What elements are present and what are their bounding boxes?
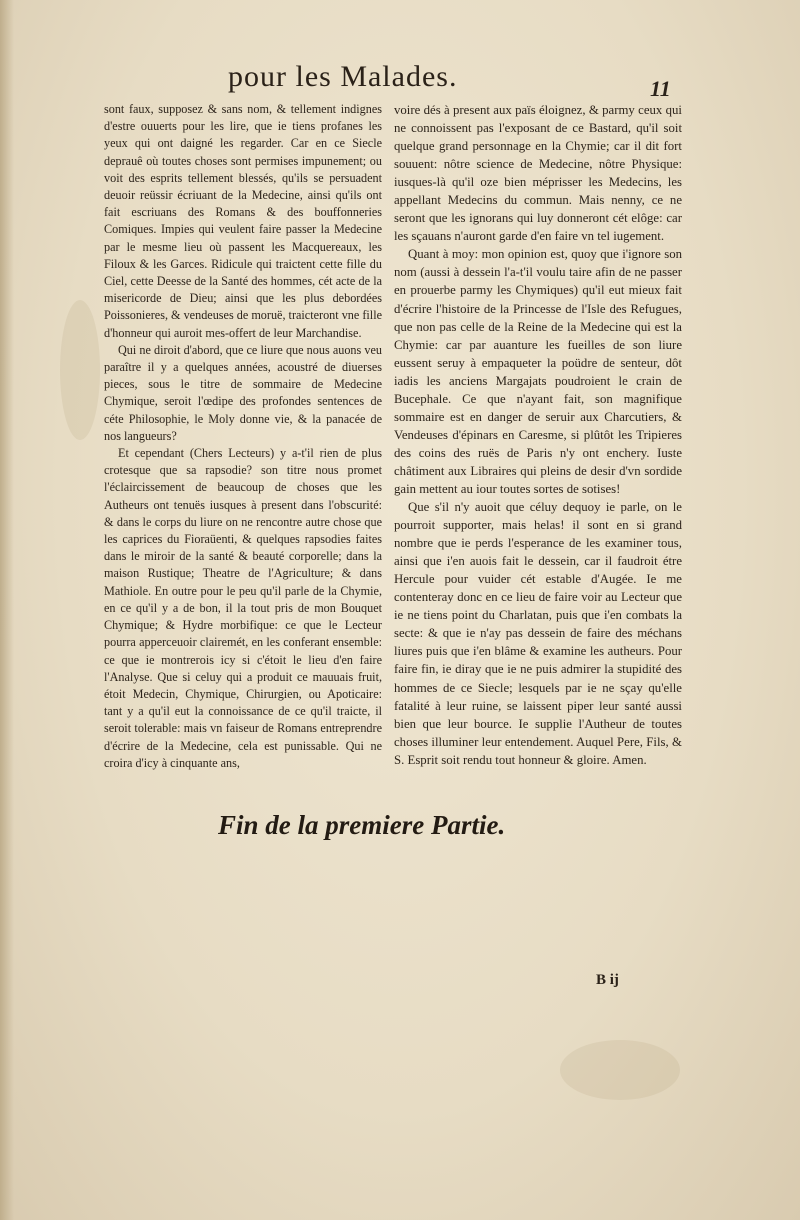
page-gutter-shadow — [0, 0, 14, 1220]
running-title: pour les Malades. — [228, 60, 458, 93]
text-column-left — [104, 101, 382, 791]
text-column-right — [394, 101, 682, 777]
paragraph: sont faux, supposez & sans nom, & tellement indignes d'estre ouuerts pour les lire, que ie tiens profanes les yeux qui ont daigné les regarder. Car en ce Siecle deprauê où toutes choses sont permises impunement; ou voit des esprits tellement blessés, qu'ils se persuadent deuoir reüssir écriuant de la Medecine, ainsi qu'ils ont fait escriuans des Romans & des bouffonneries Comiques. Impies qui veulent faire passer la Medecine par le mesme lieu où passent les Macquereaux, les Filoux & les Garces. Ridicule qui traictent cette fille du Ciel, cette Deesse de la Santé des hommes, cét acte de la misericorde de Dieu; ainsi que les plus debordées Poissonieres, & vendeuses de moruë, traicteront vne fille d'honneur qui auroit mes-offert de leur Marchandise. — [104, 102, 382, 340]
paragraph: voire dés à present aux païs éloignez, & parmy ceux qui ne connoissent pas l'exposant de ce Bastard, qu'il soit quelque grand personnage en la Chymie; car il dit fort souuent: nôtre science de Medecine, nôtre Physique: iusques-là qu'il oze bien méprisser les Medecins, les appellant Medecins du commun. Mais nenny, ce ne seront que les ignorans qui luy donneront cét elôge: car les sçauans n'auront garde d'en faire vn tel iugement. — [394, 103, 682, 244]
paragraph: Qui ne diroit d'abord, que ce liure que nous auons veu paraître il y a quelques années, acoustré de diuerses pieces, sous le titre de sommaire de Medecine Chymique, seroit l'œdipe des profondes sentences de céte Philosophie, le Moly donne vie, & la panacée de nos langueurs? — [104, 342, 382, 443]
paper-stain — [60, 300, 100, 440]
paragraph: Quant à moy: mon opinion est, quoy que i'ignore son nom (aussi à dessein l'a-t'il voulu taire afin de ne passer en prouerbe parmy les Chymiques) qu'il eut mieux fait d'écrire l'histoire de la Princesse de l'Isle des Refugues, que non pas celle de la Reine de la Medecine qui est la Chymie: car par auanture les fueilles de son liure eussent seruy à empaqueter la poüdre de senteur, dôt iadis les anciens Margajats poudroient le crain de Bucephale. Ce que n'ayant fait, son magnifique sommaire est en danger de seruir aux Charcutiers, & Vendeuses d'épinars en Caresme, si plûtôt les Tripieres des coins des ruës de Paris n'y ont enchery. Iuste châtiment aux Libraires qui pleins de desir d'vn sordide gain mettent au iour toutes sortes de sotises! — [394, 247, 682, 496]
part-end-heading: Fin de la premiere Partie. — [218, 810, 506, 840]
page-number: 11 — [650, 76, 671, 101]
paragraph: Que s'il n'y auoit que céluy dequoy ie parle, on le pourroit supporter, mais helas! il sont en si grand nombre que ie perds l'esperance de les examiner tous, ainsi que i'en auois fait le dessein, car il faudroit étre Hercule pour vuider cét estable d'Augée. Ie me contenteray donc en ce lieu de faire voir au Lecteur que ie ne tiens point du Charlatan, puis que i'en combats la secte: & que ie n'ay pas dessein de faire des méchans liures puis que i'en blâme & examine les autheurs. Pour faire fin, ie diray que ie ne puis admirer la stupidité des hommes de ce Siecle; lesquels par ie ne sçay qu'elle fatalité à leur ruine, se laissent piper leur santé aussi bien que leur bource. Ie supplie l'Autheur de toutes choses illuminer leur entendement. Auquel Pere, Fils, & S. Esprit soit rendu tout honneur & gloire. Amen. — [394, 500, 682, 767]
signature-mark: B ij — [596, 972, 619, 988]
paper-stain — [560, 1040, 680, 1100]
paragraph: Et cependant (Chers Lecteurs) y a-t'il rien de plus crotesque que sa rapsodie? son titre nous promet l'éclaircissement de beaucoup de choses que les Autheurs ont tenuës iusques à present dans l'obscurité: & dans le corps du liure on ne rencontre autre chose que les caprices du Fioraüenti, & quelques rapsodies faites dans le miroir de la santé & beauté corporelle; dans la maison Rustique; Theatre de l'Agriculture; & dans Mathiole. En outre pour le peu qu'il parle de la Chymie, en ce qu'il y a de bon, il la tout pris de mon Bouquet Chymique; & Hydre morbifique: ce que le Lecteur pourra apperceuoir clairemét, en les conferant ensemble: ce que ie montrerois icy si c'étoit le lieu d'en faire l'Analyse. Que si celuy qui a produit ce mauuais fruit, étoit Medecin, Chymique, Chirurgien, ou Apoticaire: tant y a qu'il eut la connoissance de ce qu'il traicte, il seroit tolerable: mais vn faiseur de Romans entreprendre d'écrire de la Medecine, cela est punissable. Qui ne croira d'icy à cinquante ans, — [104, 446, 382, 770]
